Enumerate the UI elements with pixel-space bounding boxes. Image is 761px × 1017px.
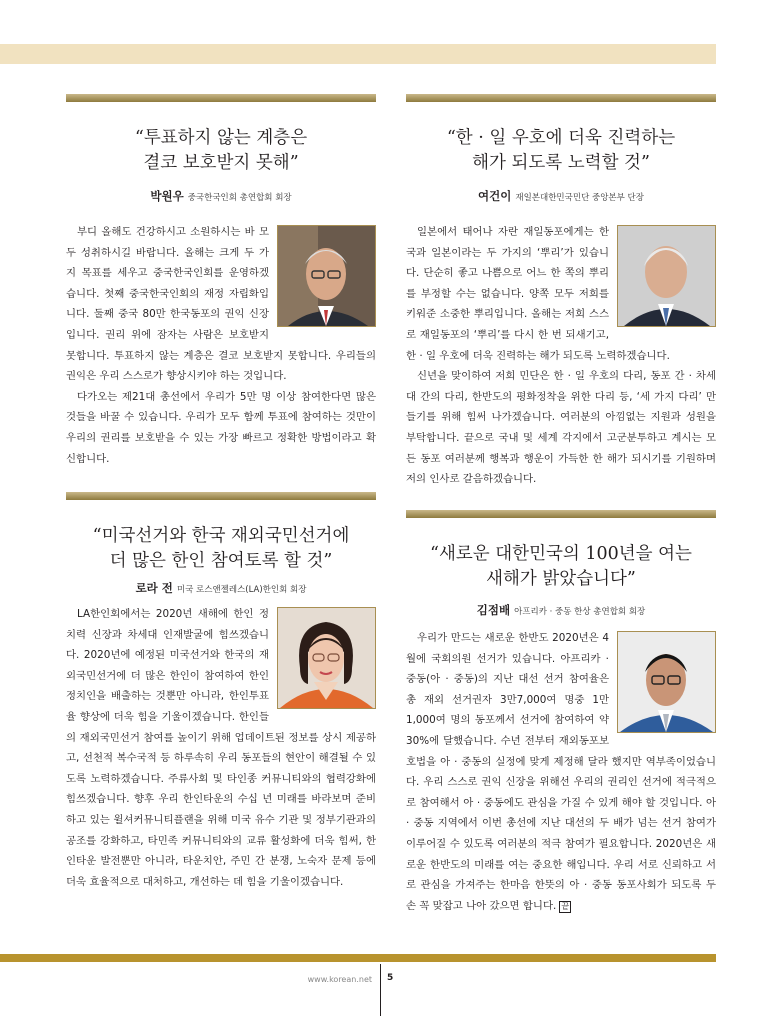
headline: “투표하지 않는 계층은 결코 보호받지 못해” — [134, 128, 308, 173]
headline: “한 · 일 우호에 더욱 진력하는 해가 되도록 노력할 것” — [446, 128, 676, 173]
author-name: 여건이 — [478, 189, 512, 203]
page-number: 5 — [387, 973, 394, 983]
section-rule — [66, 492, 376, 500]
headline: “새로운 대한민국의 100년을 여는 새해가 밝았습니다” — [430, 544, 692, 589]
portrait-photo — [617, 631, 716, 733]
footer-url: www.korean.net — [307, 975, 372, 984]
article-laura-jeon — [66, 492, 376, 892]
portrait-photo — [617, 225, 716, 327]
article-yeo-geonyi — [406, 94, 716, 490]
article-body: 일본에서 태어나 자란 재일동포에게는 한국과 일본이라는 두 가지의 ‘뿌리’가 있습니다. 단순히 좋고 나쁨으로 어느 한 쪽의 뿌리를 부정할 수는 없습니다. 양쪽 모두 저희를 키워준 소중한 뿌리입니다. 올해는 저희 스스로 재일동포의 ‘뿌리’를 다시 한 번 되새기고, 한 · 일 우호에 더욱 진력하는 해가 되도록 노력하겠습니다. 신년을 맞이하여 저희 민단은 한 · 일 우호의 다리, 동포 간 · 차세대 간의 다리, 한반도의 평화정착을 위한 다리 등, ‘세 가지 다리’ 만들기를 위해 힘써 나가겠습니다. 여러분의 아낌없는 지원과 성원을 부탁합니다. 끝으로 국내 및 세계 각지에서 고군분투하고 계시는 모든 동포 여러분께 행복과 행운이 가득한 한 해가 되시기를 기원하며 저의 인사로 갈음하겠습니다. — [406, 226, 716, 486]
article-park-wonwoo — [66, 94, 376, 469]
article-body: 부디 올해도 건강하시고 소원하시는 바 모두 성취하시길 바랍니다. 올해는 크게 두 가지 목표를 세우고 중국한국인회를 운영하겠습니다. 첫째 중국한국인회의 재정 자립화입니다. 둘째 중국 80만 한국동포의 권익 신장입니다. 권리 위에 잠자는 사람은 보호받지 못합니다. 투표하지 않는 계층은 결코 보호받지 못합니다. 우리들의 권익은 우리 스스로가 향상시키야 하는 것입니다. 다가오는 제21대 총선에서 우리가 5만 명 이상 참여한다면 많은 것들을 바꿀 수 있습니다. 우리가 모두 함께 투표에 참여하는 것만이 우리의 권리를 보호받을 수 있는 가장 빠르고 정확한 방법이라고 확신합니다. — [66, 226, 376, 465]
byline — [66, 185, 376, 204]
article-body: LA한인회에서는 2020년 새해에 한인 정치력 신장과 차세대 인재발굴에 힘쓰겠습니다. 2020년에 예정된 미국선거와 한국의 재외국민선거에 더 많은 한인이 참여하여 한인 정치인을 배출하는 것뿐만 아니라, 한인투표율 향상에 더욱 힘을 기울이겠습니다. 한인들의 재외국민선거 참여를 높이기 위해 업데이트된 정보를 상시 제공하고, 선천적 복수국적 등 하루속히 우리 동포들의 현안이 해결될 수 있도록 노력하겠습니다. 주류사회 및 타인종 커뮤니티와의 협력강화에 힘쓰겠습니다. 향후 우리 한인타운의 수십 년 미래를 바라보며 준비하고 있는 윌셔커뮤니티플랜을 위해 미국 유수 기관 및 정부기관과의 공조를 강화하고, 타민족 커뮤니티와의 교류 활성화에 더욱 힘써, 한인타운 발전뿐만 아니라, 타운치안, 주민 간 분쟁, 노숙자 문제 등에 더욱 효율적으로 대처하고, 개선하는 데 힘을 기울이겠습니다. — [66, 608, 376, 888]
author-name: 박원우 — [150, 189, 184, 203]
article-kim-jeombae — [406, 510, 716, 916]
article-body: 우리가 만드는 새로운 한반도 2020년은 4월에 국회의원 선거가 있습니다. 아프리카 · 중동(아 · 중동)의 지난 대선 선거 참여율은 총 재외 선거권자 3만7,000여 명중 1만1,000여 명의 동포께서 선거에 참여하여 약 30%에 달했습니다. 수년 전부터 재외동포보호법을 아 · 중동의 실정에 맞게 제정해 달라 했지만 역부족이었습니다. 우리 스스로 권익 신장을 위해선 우리의 권리인 선거에 적극적으로 참여해서 아 · 중동에도 관심을 가질 수 있게 해야 할 것입니다. 아 · 중동 지역에서 이번 총선에 지난 대선의 두 배가 넘는 선거 참여가 이루어질 수 있도록 여러분의 적극 참여가 필요합니다. 2020년은 새로운 한반도의 미래를 여는 중요한 해입니다. 우리 서로 신뢰하고 서로 관심을 가져주는 한마음 한뜻의 아 · 중동 동포사회가 되도록 두 손 꼭 맞잡고 나아 갔으면 합니다. 끝 — [406, 632, 716, 912]
author-name: 김점배 — [476, 603, 511, 617]
portrait-photo — [277, 225, 376, 327]
headline: “미국선거와 한국 재외국민선거에 더 많은 한인 참여토록 할 것” — [92, 526, 350, 571]
author-role: 아프리카 · 중동 한상 총연합회 회장 — [514, 607, 646, 617]
section-rule — [406, 94, 716, 102]
byline — [66, 577, 376, 596]
section-rule — [66, 94, 376, 102]
end-mark-icon: 끝 — [561, 901, 570, 911]
top-color-band — [0, 44, 716, 64]
author-name: 로라 전 — [135, 581, 173, 595]
author-role: 중국한국인회 총연합회 회장 — [187, 193, 292, 203]
footer-color-band — [0, 954, 716, 962]
footer-divider — [380, 964, 381, 1016]
byline — [406, 599, 716, 618]
byline — [406, 185, 716, 204]
portrait-photo — [277, 607, 376, 709]
section-rule — [406, 510, 716, 518]
author-role: 미국 로스앤젤레스(LA)한인회 회장 — [176, 585, 307, 595]
author-role: 재일본대한민국민단 중앙본부 단장 — [515, 193, 644, 203]
